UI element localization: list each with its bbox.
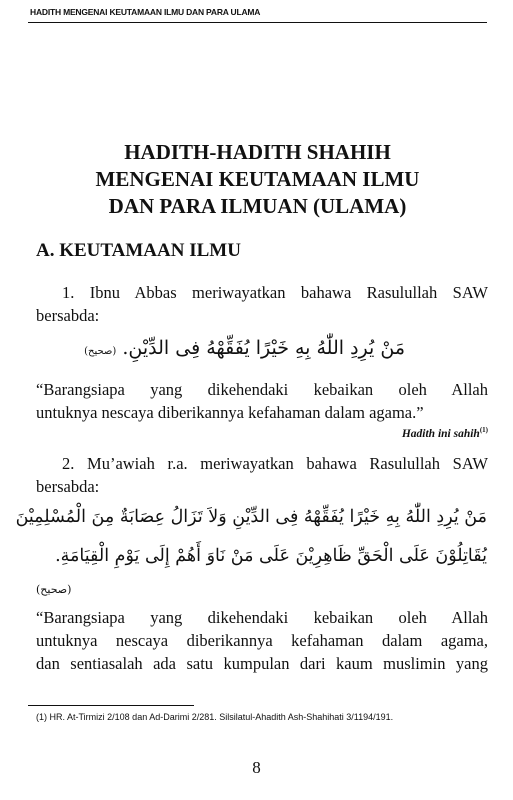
hadith-1-reference bbox=[402, 426, 488, 440]
chapter-title-line-1: HADITH-HADITH SHAHIH bbox=[124, 140, 391, 164]
header-rule bbox=[28, 22, 487, 23]
section-heading: A. KEUTAMAAN ILMU bbox=[36, 240, 241, 261]
hadith-2-intro bbox=[36, 452, 488, 498]
hadith-1-intro bbox=[36, 281, 488, 327]
chapter-title bbox=[30, 139, 485, 220]
hadith-1-translation bbox=[36, 378, 488, 424]
hadith-2-intro-line-1: 2. Mu’awiah r.a. meriwayatkan bahawa Rasulullah SAW bbox=[62, 454, 488, 473]
page-number: 8 bbox=[252, 758, 261, 777]
hadith-1-intro-line-2: bersabda: bbox=[36, 306, 100, 325]
hadith-2-translation-line-3: dan sentiasalah ada satu kumpulan dari kaum muslimin yang bbox=[36, 654, 488, 673]
footnote-mark: (1) bbox=[479, 426, 488, 434]
hadith-1-translation-line-1: “Barangsiapa yang dikehendaki kebaikan oleh Allah bbox=[36, 380, 488, 399]
chapter-title-line-2: MENGENAI KEUTAMAAN ILMU bbox=[95, 167, 420, 191]
footnote-rule bbox=[28, 705, 194, 706]
hadith-2-translation-line-1: “Barangsiapa yang dikehendaki kebaikan oleh Allah bbox=[36, 608, 488, 627]
hadith-1-arabic bbox=[78, 337, 405, 359]
hadith-2-translation-line-2: untuknya nescaya diberikannya kefahaman dalam agama, bbox=[36, 631, 488, 650]
footnote: (1) HR. At-Tirmizi 2/108 dan Ad-Darimi 2/281. Silsilatul-Ahadith Ash-Shahihati 3/1194/191. bbox=[36, 712, 394, 722]
hadith-1-translation-line-2: untuknya nescaya diberikannya kefahaman dalam agama.” bbox=[36, 403, 424, 422]
hadith-1-reference-text: Hadith ini sahih bbox=[401, 427, 480, 440]
hadith-2-translation bbox=[36, 606, 488, 675]
running-header: HADITH MENGENAI KEUTAMAAN ILMU DAN PARA ULAMA bbox=[30, 7, 261, 17]
hadith-2-arabic-tag: (صحيح) bbox=[36, 583, 72, 596]
hadith-2-intro-line-2: bersabda: bbox=[36, 477, 100, 496]
hadith-1-intro-line-1: 1. Ibnu Abbas meriwayatkan bahawa Rasulullah SAW bbox=[62, 283, 488, 302]
hadith-1-arabic-tag: (صحيح) bbox=[84, 346, 117, 357]
hadith-2-arabic-line-1: مَنْ يُرِدِ اللّٰهُ بِهِ خَيْرًا يُفَقِّهْهُ فِى الدِّيْنِ وَلاَ تَزَالُ عِصَابَةٌ مِنَ الْمُسْلِمِيْنَ bbox=[15, 507, 487, 527]
chapter-title-line-3: DAN PARA ILMUAN (ULAMA) bbox=[108, 194, 407, 218]
hadith-1-arabic-text: مَنْ يُرِدِ اللّٰهُ بِهِ خَيْرًا يُفَقِّهْهُ فِى الدِّيْنِ. bbox=[122, 337, 405, 359]
hadith-2-arabic-line-2: يُقَاتِلُوْنَ عَلَى الْحَقِّ ظَاهِرِيْنَ عَلَى مَنْ نَاوَ أَهُمْ إِلَى يَوْمِ الْقِيَامَةِ. bbox=[55, 546, 487, 566]
